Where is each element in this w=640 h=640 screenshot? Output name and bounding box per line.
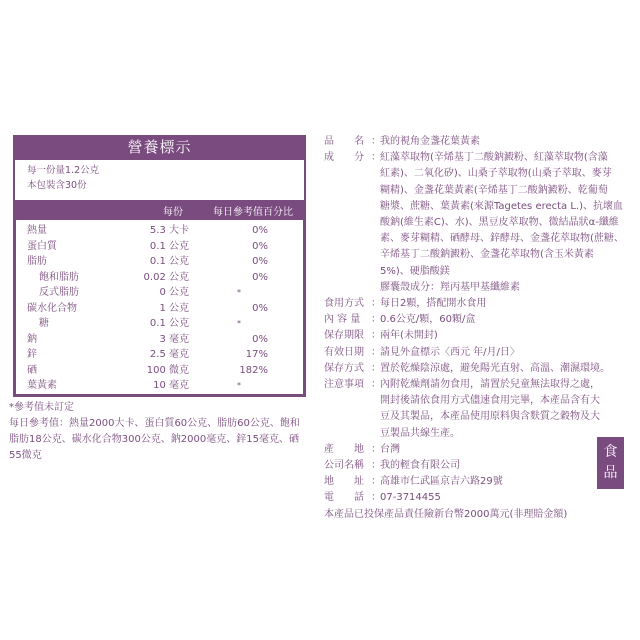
product-info bbox=[324, 134, 634, 523]
nutrition-title: 營養標示 bbox=[127, 138, 192, 156]
nutrition-notes bbox=[9, 400, 309, 464]
table-row: 蛋白質 0.1 公克 0% bbox=[27, 241, 268, 252]
table-row: 葉黃素 10 毫克 * bbox=[27, 380, 241, 391]
col-daily-pct: 每日參考值百分比 bbox=[213, 207, 293, 218]
table-row: 碳水化合物 1 公克 0% bbox=[27, 303, 268, 314]
nutrition-table-body bbox=[16, 220, 303, 394]
table-row: 脂肪 0.1 公克 0% bbox=[27, 256, 268, 267]
table-row: 鋅 2.5 毫克 17% bbox=[27, 349, 268, 360]
table-row: 糖 0.1 公克 * bbox=[39, 318, 241, 329]
table-header bbox=[13, 200, 306, 220]
food-badge: 食 品 bbox=[597, 437, 624, 489]
origin-line: 產 地 ：台灣 bbox=[324, 443, 400, 455]
usage-line: 食用方式 ：每日2顆，搭配開水食用 bbox=[324, 298, 487, 310]
caution-cont: 開封後請依食用方式儘速食用完畢，本產品含有大 bbox=[380, 395, 600, 407]
table-row: 反式脂肪 0 公克 * bbox=[39, 287, 241, 298]
ingredients-line: 成 分 ：紅藻萃取物(辛烯基丁二酸鈉澱粉、紅藻萃取物(含藻 bbox=[324, 152, 608, 164]
ingredients-cont: 糊精)、金盞花葉黃素(辛烯基丁二酸鈉澱粉、乾葡萄 bbox=[380, 184, 608, 196]
address-line: 地 址 ：高雄市仁武區京吉六路29號 bbox=[324, 476, 503, 488]
table-row: 飽和脂肪 0.02 公克 0% bbox=[39, 272, 268, 283]
serving-info bbox=[15, 160, 304, 200]
caution-cont: 豆製品共線生產。 bbox=[380, 427, 460, 439]
content-line: 內 容 量 ：0.6公克/顆，60顆/盒 bbox=[324, 314, 476, 326]
footnote: *參考值未訂定 bbox=[9, 402, 74, 413]
ingredients-cont: 5%)、硬脂酸鎂 bbox=[380, 265, 450, 277]
insurance-line: 本產品已投保產品責任險新台幣2000萬元(非理賠金額) bbox=[324, 508, 568, 520]
servings-per-pack: 本包裝含30份 bbox=[27, 180, 87, 191]
nutrition-facts-panel bbox=[13, 135, 306, 397]
expiry-line: 有效日期 ：請見外盒標示〈西元 年/月/日〉 bbox=[324, 346, 520, 358]
ingredients-cont: 辛烯基丁二酸鈉澱粉、金盞花萃取物(含玉米黃素 bbox=[380, 249, 594, 261]
table-row: 熱量 5.3 大卡 0% bbox=[27, 225, 268, 236]
product-name-line: 品 名 ：我的視角金盞花葉黃素 bbox=[324, 136, 480, 147]
table-row: 硒 100 微克 182% bbox=[27, 365, 268, 376]
shelf-life-line: 保存期限 ：兩年(未開封) bbox=[324, 330, 438, 342]
table-row: 鈉 3 毫克 0% bbox=[27, 334, 268, 345]
phone-line: 電 話 ：07-3714455 bbox=[324, 492, 441, 504]
ingredients-cont: 糖漿、蔗糖、葉黃素(來源Tagetes erecta L.)、抗壞血 bbox=[380, 200, 624, 212]
storage-line: 保存方式 ：置於乾燥陰涼處，避免陽光直射、高溫、潮濕環境。 bbox=[324, 362, 610, 374]
serving-size: 每一份量1.2公克 bbox=[27, 165, 100, 176]
ingredients-cont: 酸鈉(維生素C)、水)、黑豆皮萃取物、微結晶狀α-纖維 bbox=[380, 217, 619, 229]
ingredients-cont: 素、麥芽糊精、硒酵母、鋅酵母、金盞花萃取物(蔗糖、 bbox=[380, 233, 624, 245]
caution-cont: 豆及其製品，本產品使用原料與含麩質之穀物及大 bbox=[380, 411, 600, 423]
company-line: 公司名稱 ：我的輕食有限公司 bbox=[324, 460, 460, 472]
ingredients-cont: 紅素)、二氧化矽)、山桑子萃取物(山桑子萃取、麥芽 bbox=[380, 168, 612, 180]
caution-line: 注意事項 ：內附乾燥劑請勿食用，請置於兒童無法取得之處， bbox=[324, 379, 600, 391]
daily-reference: 每日參考值：熱量2000大卡、蛋白質60公克、脂肪60公克、飽和脂肪18公克、碳水化合物300公克、鈉2000毫克、鋅15毫克、硒55微克 bbox=[9, 418, 300, 461]
capsule-shell: 膠囊殼成分：羥丙基甲基纖維素 bbox=[380, 281, 520, 293]
col-per-serving: 每份 bbox=[163, 207, 183, 218]
